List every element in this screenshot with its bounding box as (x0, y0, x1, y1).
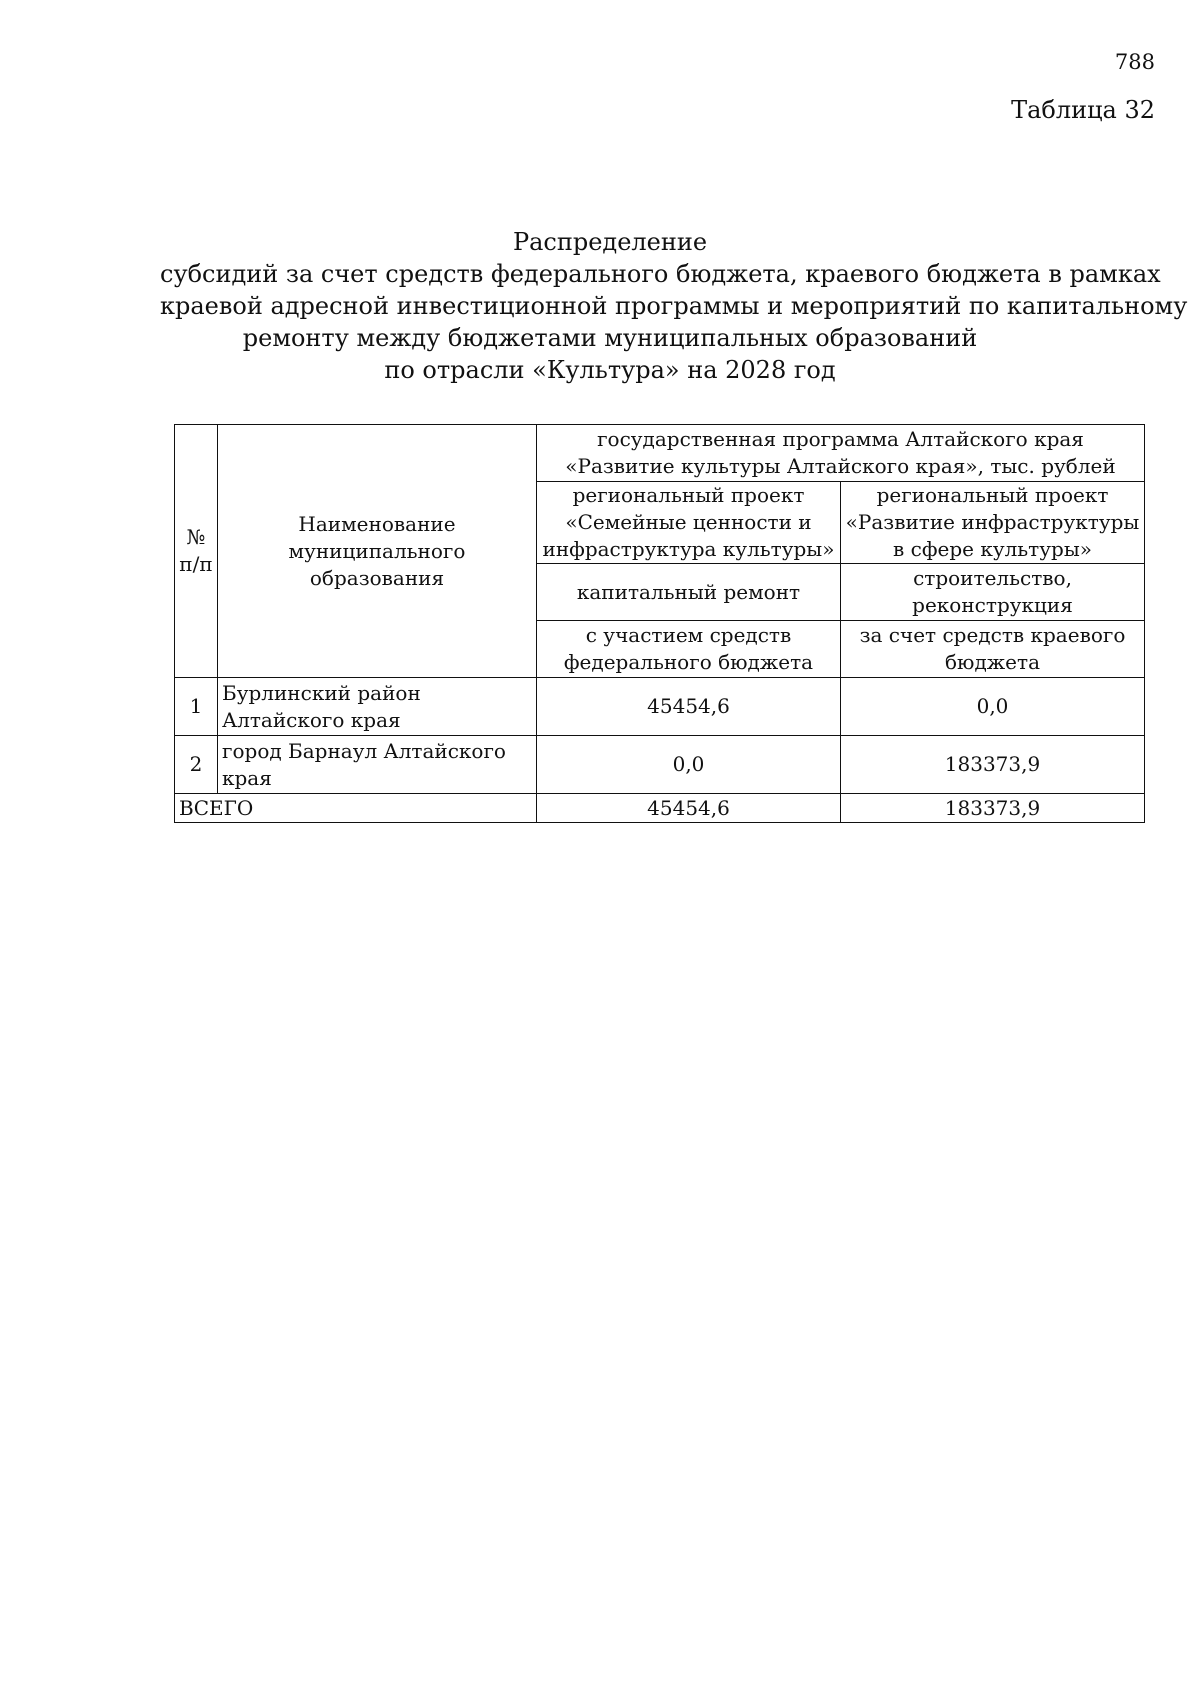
subsidy-table (174, 424, 1145, 823)
title-line-4: ремонту между бюджетами муниципальных образований (242, 324, 978, 352)
row-value-federal: 0,0 (537, 736, 841, 794)
header-num: № п/п (175, 425, 218, 678)
header-program: государственная программа Алтайского края «Развитие культуры Алтайского края», тыс. рублей (537, 425, 1145, 482)
header-type-1: капитальный ремонт (537, 564, 841, 621)
row-name: Бурлинский район Алтайского края (218, 678, 537, 736)
table-row (175, 678, 1145, 736)
title-line-5: по отрасли «Культура» на 2028 год (384, 356, 836, 384)
page-number: 788 (1114, 50, 1155, 74)
row-value-federal: 45454,6 (537, 678, 841, 736)
header-project-1: региональный проект «Семейные ценности и инфраструктура культуры» (537, 482, 841, 564)
row-name: город Барнаул Алтайского края (218, 736, 537, 794)
header-source-2: за счет средств краевого бюджета (841, 621, 1145, 678)
header-source-1: с участием средств федерального бюджета (537, 621, 841, 678)
row-num: 1 (175, 678, 218, 736)
header-name: Наименование муниципального образования (218, 425, 537, 678)
header-project-2: региональный проект «Развитие инфраструктуры в сфере культуры» (841, 482, 1145, 564)
title-line-3: краевой адресной инвестиционной программы и мероприятий по капитальному (160, 292, 1188, 320)
total-row (175, 794, 1145, 823)
total-label: ВСЕГО (175, 794, 537, 823)
title-line-2: субсидий за счет средств федерального бюджета, краевого бюджета в рамках (160, 260, 1161, 288)
document-title (160, 226, 1188, 386)
header-row-program (175, 425, 1145, 482)
table-label: Таблица 32 (1011, 96, 1155, 124)
title-line-1: Распределение (512, 228, 708, 256)
row-value-regional: 183373,9 (841, 736, 1145, 794)
total-value-federal: 45454,6 (537, 794, 841, 823)
header-type-2: строительство, реконструкция (841, 564, 1145, 621)
row-num: 2 (175, 736, 218, 794)
total-value-regional: 183373,9 (841, 794, 1145, 823)
row-value-regional: 0,0 (841, 678, 1145, 736)
table-row (175, 736, 1145, 794)
